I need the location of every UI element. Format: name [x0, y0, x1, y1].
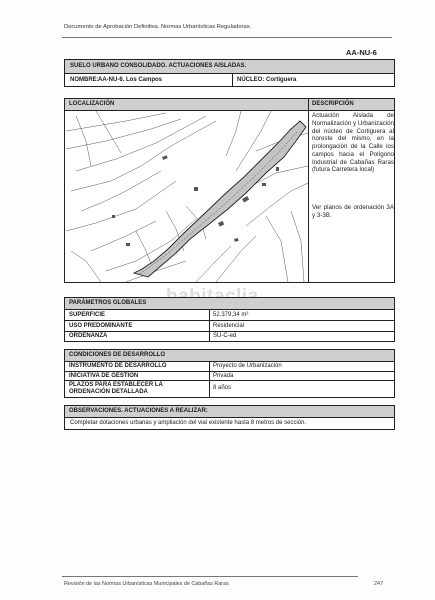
instrument-label: INSTRUMENTO DE DESARROLLO — [69, 363, 167, 369]
observations-text: Completar dotaciones urbanas y ampliación del vial existente hasta 8 metros de sección. — [70, 419, 307, 426]
observations-divider — [65, 417, 394, 418]
footer-rule — [62, 576, 358, 577]
nucleus-label: NÚCLEO: — [237, 76, 265, 83]
surface-value: 52.379,34 m² — [213, 311, 249, 318]
location-map — [66, 111, 308, 282]
deadline-value: 8 años — [213, 385, 232, 391]
use-value: Residencial — [213, 322, 245, 329]
observations-block — [64, 405, 395, 430]
use-label: USO PREDOMINANTE — [69, 322, 133, 329]
header-rule — [62, 37, 392, 38]
parameters-block — [64, 297, 395, 342]
nucleus-value: Cortiguera — [266, 76, 297, 83]
observations-header: OBSERVACIONES. ACTUACIONES A REALIZAR: — [69, 408, 208, 414]
instrument-value: Proyecto de Urbanización — [213, 363, 282, 369]
page-number: 247 — [374, 581, 383, 587]
initiative-label: INICIATIVA DE GESTIÓN — [69, 372, 139, 379]
parameters-row-divider — [65, 320, 394, 321]
ordinance-value: SU-C-ed — [213, 333, 237, 339]
sheet-code: AA-NU-6 — [346, 48, 377, 57]
parameters-row-divider — [65, 331, 394, 332]
parameters-divider — [65, 309, 394, 310]
ordinance-label: ORDENANZA — [69, 333, 108, 339]
conditions-split — [209, 361, 210, 398]
parameters-header: PARÁMETROS GLOBALES — [69, 300, 147, 306]
document-title: Documento de Aprobación Definitiva. Normas Urbanísticas Reguladoras. — [64, 24, 252, 30]
deadline-label-line2: ORDENACIÓN DETALLADA — [69, 389, 148, 395]
title-block — [64, 59, 395, 87]
deadline-label-line1: PLAZOS PARA ESTABLECER LA — [69, 381, 163, 388]
conditions-header: CONDICIONES DE DESARROLLO — [69, 352, 166, 358]
parameters-split — [209, 309, 210, 342]
name-label: NOMBRE: — [70, 76, 99, 83]
surface-label: SUPERFICIE — [69, 311, 106, 318]
location-split — [308, 99, 309, 283]
description-header: DESCRIPCIÓN — [312, 101, 354, 107]
map-background — [66, 111, 308, 282]
conditions-divider — [65, 361, 394, 362]
category-text: SUELO URBANO CONSOLIDADO. ACTUACIONES AISLADAS. — [70, 63, 247, 69]
conditions-block — [64, 349, 395, 398]
name-value: AA-NU-6. Los Campos — [98, 76, 163, 83]
title-split — [232, 73, 233, 87]
location-block — [64, 98, 395, 283]
description-paragraph-2: Ver planos de ordenación 3A y 3-3B. — [312, 204, 394, 219]
description-paragraph-1: Actuación Aislada de Normalización y Urbanización del núcleo de Cortiguera al noreste del mismo, en la prolongación de la Calle los campos hacia el Polígono Industrial de Cabañas Raras (futura Carretera local) — [312, 112, 394, 174]
footer-text: Revisión de las Normas Urbanísticas Municipales de Cabañas Raras — [64, 581, 229, 587]
initiative-value: Privada — [213, 372, 234, 379]
location-header: LOCALIZACIÓN — [69, 101, 115, 107]
title-divider — [65, 73, 394, 74]
